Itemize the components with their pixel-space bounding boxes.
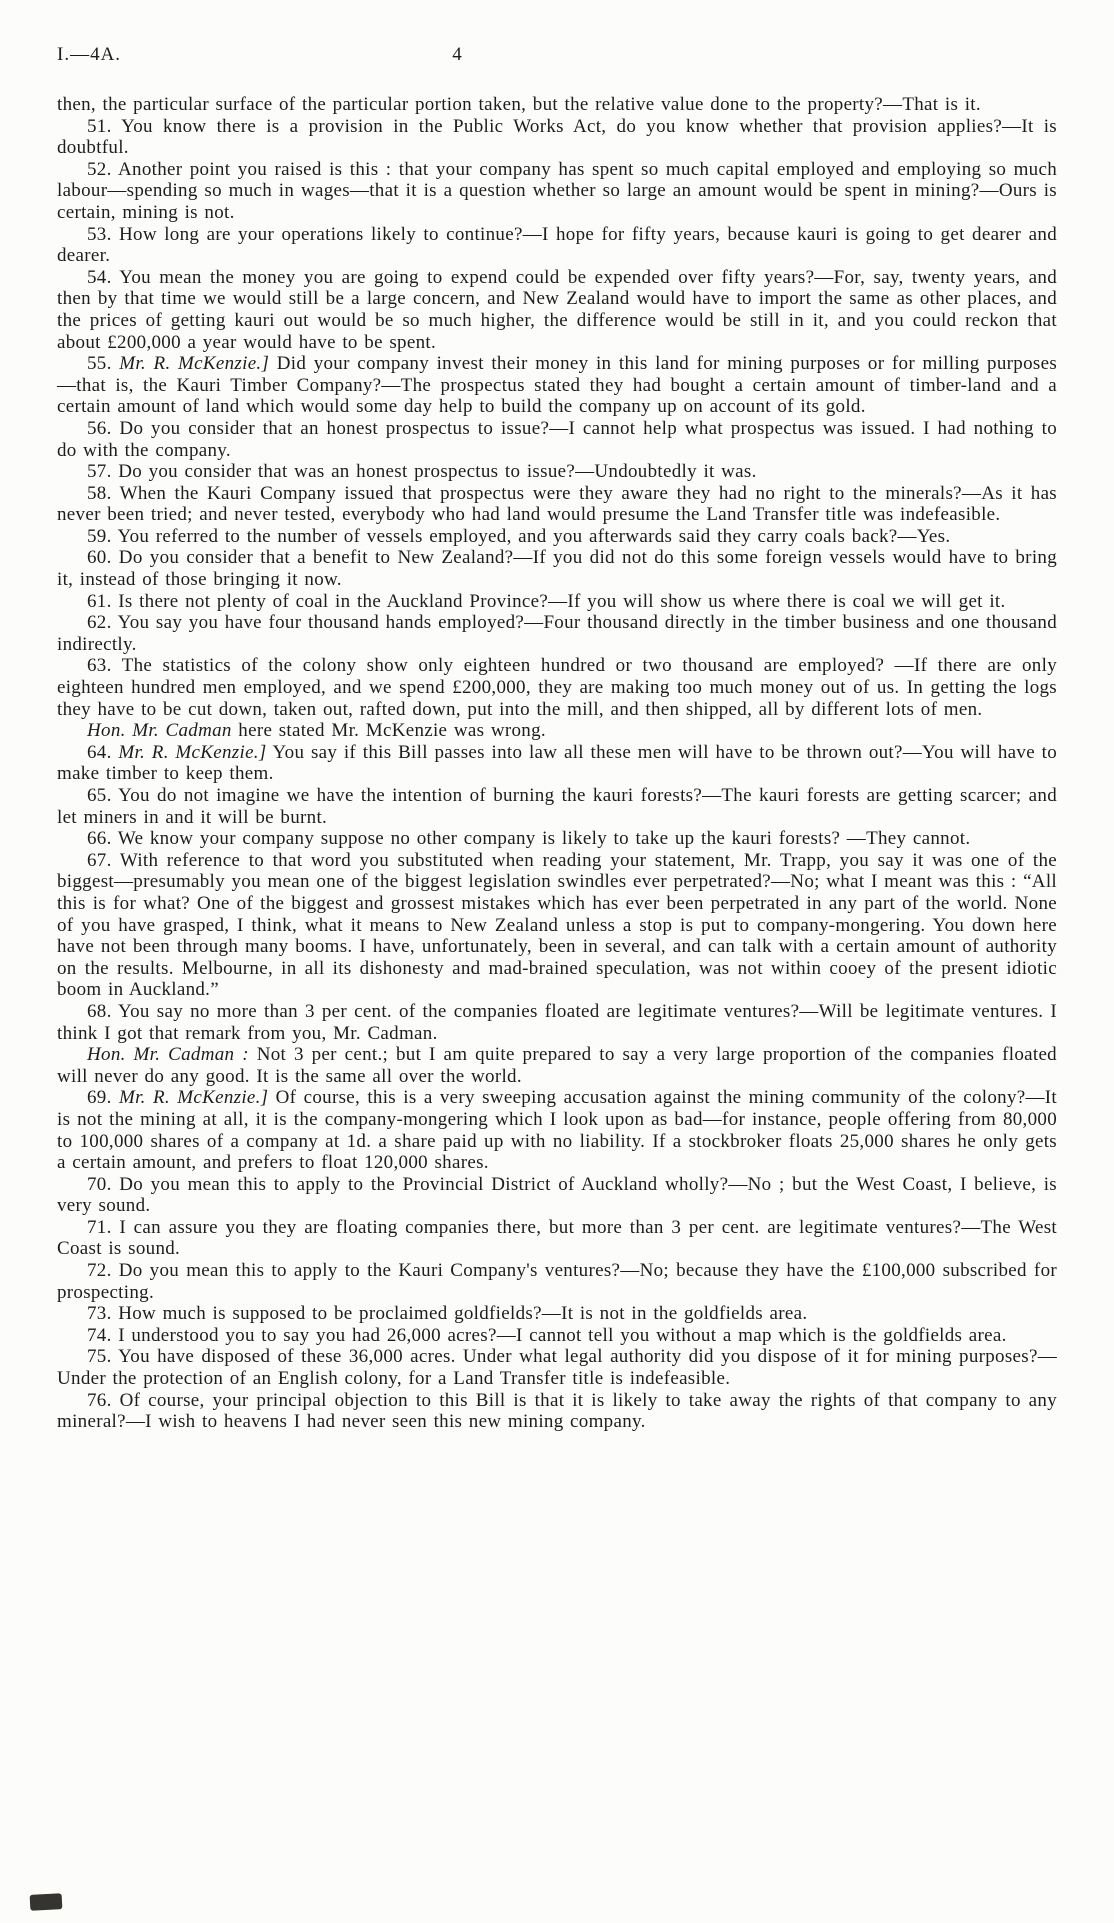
paragraph-text: 70. Do you mean this to apply to the Provincial District of Auckland wholly?—No ; but the West Coast, I believe, is very sound.: [57, 1173, 1057, 1217]
paragraph: [57, 720, 1057, 742]
paragraph: [57, 850, 1057, 1001]
paragraph: [57, 1001, 1057, 1044]
paragraph-text: 58. When the Kauri Company issued that prospectus were they aware they had no right to the minerals?—As it has never been tried; and never tested, everybody who had land would presume the Land Transfer title was indefeasible.: [57, 482, 1057, 526]
paragraph-text: 57. Do you consider that was an honest prospectus to issue?—Undoubtedly it was.: [87, 461, 757, 483]
paragraph-text: 76. Of course, your principal objection to this Bill is that it is likely to take away the rights of that company to any mineral?—I wish to heavens I had never seen this new mining company.: [57, 1389, 1057, 1433]
paragraph: [57, 224, 1057, 267]
paragraph-text: 66. We know your company suppose no other company is likely to take up the kauri forests? —They cannot.: [87, 828, 971, 850]
paragraph: [57, 1087, 1057, 1173]
paragraph-text: 73. How much is supposed to be proclaimed goldfields?—It is not in the goldfields area.: [87, 1303, 808, 1325]
paragraph-text: 71. I can assure you they are floating companies there, but more than 3 per cent. are legitimate ventures?—The West Coast is sound.: [57, 1216, 1057, 1260]
speaker-name: Mr. R. McKenzie.]: [118, 741, 267, 763]
paragraph-text: You say if this Bill passes into law all these men will have to be thrown out?—You will have to make timber to keep them.: [57, 741, 1058, 785]
paragraph: [57, 526, 1057, 548]
paragraph: [57, 612, 1057, 655]
paragraph-text: Of course, this is a very sweeping accusation against the mining community of the colony?—It is not the mining at all, it is the company-mongering which I look upon as bad—for instance, people offering from 80,000 to 100,000 shares of a company at 1d. a share paid up with no liability. If a stockbroker floats 25,000 shares he only gets a certain amount, and prefers to float 120,000 shares.: [57, 1087, 1057, 1174]
document-reference: I.—4A.: [57, 44, 122, 65]
paragraph: [57, 1260, 1057, 1303]
paragraph: [57, 267, 1057, 353]
page-header: [57, 44, 1057, 70]
paragraph-text: 53. How long are your operations likely to continue?—I hope for fifty years, because kauri is going to get dearer and dearer.: [57, 223, 1057, 267]
paragraph: [57, 591, 1057, 613]
paragraph: [57, 1044, 1057, 1087]
paragraph-text: 67. With reference to that word you substituted when reading your statement, Mr. Trapp, you say it was one of the biggest—presumably you mean one of the biggest legislation swindles ever perpetrated?—No; what I meant was this : “All this is for what? One of the biggest and grossest mistakes which has ever been perpetrated in any part of the world. None of you have grasped, I think, what it means to New Zealand unless a stop is put to company-mongering. You down here have not been through many booms. I have, unfortunately, been in several, and can talk with a certain amount of authority on the results. Melbourne, in all its dishonesty and mad-brained speculation, was not within cooey of the present idiotic boom in Auckland.”: [57, 849, 1057, 1001]
paragraph: [57, 116, 1057, 159]
paragraph: [57, 159, 1057, 224]
paragraph: [57, 461, 1057, 483]
page-number: 4: [452, 44, 462, 65]
speaker-name: Hon. Mr. Cadman: [87, 720, 232, 742]
speaker-name: Mr. R. McKenzie.]: [119, 353, 270, 375]
paragraph: [57, 94, 1057, 116]
document-body: [57, 94, 1057, 1433]
paragraph: [57, 1325, 1057, 1347]
paragraph-text: 69.: [87, 1087, 119, 1109]
paragraph-text: 55.: [87, 353, 120, 375]
paragraph: [57, 418, 1057, 461]
speaker-name: Hon. Mr. Cadman :: [87, 1044, 249, 1066]
paragraph-text: 59. You referred to the number of vessels employed, and you afterwards said they carry coals back?—Yes.: [87, 525, 951, 547]
paragraph-text: 60. Do you consider that a benefit to New Zealand?—If you did not do this some foreign vessels would have to bring it, instead of those bringing it now.: [57, 547, 1057, 591]
scan-artifact: [30, 1893, 63, 1911]
paragraph-text: 56. Do you consider that an honest prospectus to issue?—I cannot help what prospectus was issued. I had nothing to do with the company.: [57, 417, 1057, 461]
paragraph: [57, 1303, 1057, 1325]
paragraph: [57, 483, 1057, 526]
paragraph: [57, 1346, 1057, 1389]
paragraph: [57, 785, 1057, 828]
speaker-name: Mr. R. McKenzie.]: [118, 1087, 269, 1109]
paragraph: [57, 655, 1057, 720]
paragraph-text: here stated Mr. McKenzie was wrong.: [231, 720, 546, 742]
paragraph-text: 51. You know there is a provision in the Public Works Act, do you know whether that provision applies?—It is doubtful.: [57, 115, 1057, 159]
paragraph: [57, 828, 1057, 850]
paragraph-text: Not 3 per cent.; but I am quite prepared to say a very large proportion of the companies floated will never do any good. It is the same all over the world.: [57, 1044, 1057, 1087]
paragraph-text: 74. I understood you to say you had 26,000 acres?—I cannot tell you without a map which is the goldfields area.: [87, 1324, 1007, 1346]
paragraph-text: 65. You do not imagine we have the intention of burning the kauri forests?—The kauri forests are getting scarcer; and let miners in and it will be burnt.: [57, 785, 1057, 828]
paragraph: [57, 1174, 1057, 1217]
paragraph-text: Did your company invest their money in this land for mining purposes or for milling purposes—that is, the Kauri Timber Company?—The prospectus stated they had bought a certain amount of timber-land and a certain amount of land which would some day help to build the company up on account of its gold.: [57, 353, 1058, 418]
paragraph: [57, 1217, 1057, 1260]
paragraph-text: 62. You say you have four thousand hands employed?—Four thousand directly in the timber business and one thousand indirectly.: [57, 612, 1057, 655]
paragraph: [57, 353, 1057, 418]
paragraph: [57, 1390, 1057, 1433]
paragraph-text: 64.: [87, 741, 119, 763]
paragraph: [57, 742, 1057, 785]
paragraph-text: 68. You say no more than 3 per cent. of the companies floated are legitimate ventures?—Will be legitimate ventures. I think I got that remark from you, Mr. Cadman.: [57, 1000, 1057, 1044]
paragraph-text: 72. Do you mean this to apply to the Kauri Company's ventures?—No; because they have the £100,000 subscribed for prospecting.: [57, 1260, 1057, 1303]
paragraph-text: 61. Is there not plenty of coal in the Auckland Province?—If you will show us where there is coal we will get it.: [87, 590, 1006, 612]
paragraph-text: 63. The statistics of the colony show only eighteen hundred or two thousand are employed? —If there are only eighteen hundred men employed, and we spend £200,000, they are making too much money out of us. In getting the logs they have to be cut down, taken out, rafted down, put into the mill, and then shipped, all by different lots of men.: [57, 655, 1057, 720]
paragraph-text: 52. Another point you raised is this : that your company has spent so much capital employed and employing so much labour—spending so much in wages—that it is a question whether so large an amount would be spent in mining?—Ours is certain, mining is not.: [57, 158, 1057, 223]
paragraph-text: then, the particular surface of the particular portion taken, but the relative value done to the property?—That is it.: [57, 94, 981, 115]
paragraph: [57, 547, 1057, 590]
paragraph-text: 75. You have disposed of these 36,000 acres. Under what legal authority did you dispose of it for mining purposes?—Under the protection of an English colony, for a Land Transfer title is indefeasible.: [57, 1346, 1057, 1390]
paragraph-text: 54. You mean the money you are going to expend could be expended over fifty years?—For, say, twenty years, and then by that time we would still be a large concern, and New Zealand would have to import the same as other places, and the prices of getting kauri out would be so much higher, the difference would be still in it, and you could reckon that about £200,000 a year would have to be spent.: [57, 266, 1057, 353]
